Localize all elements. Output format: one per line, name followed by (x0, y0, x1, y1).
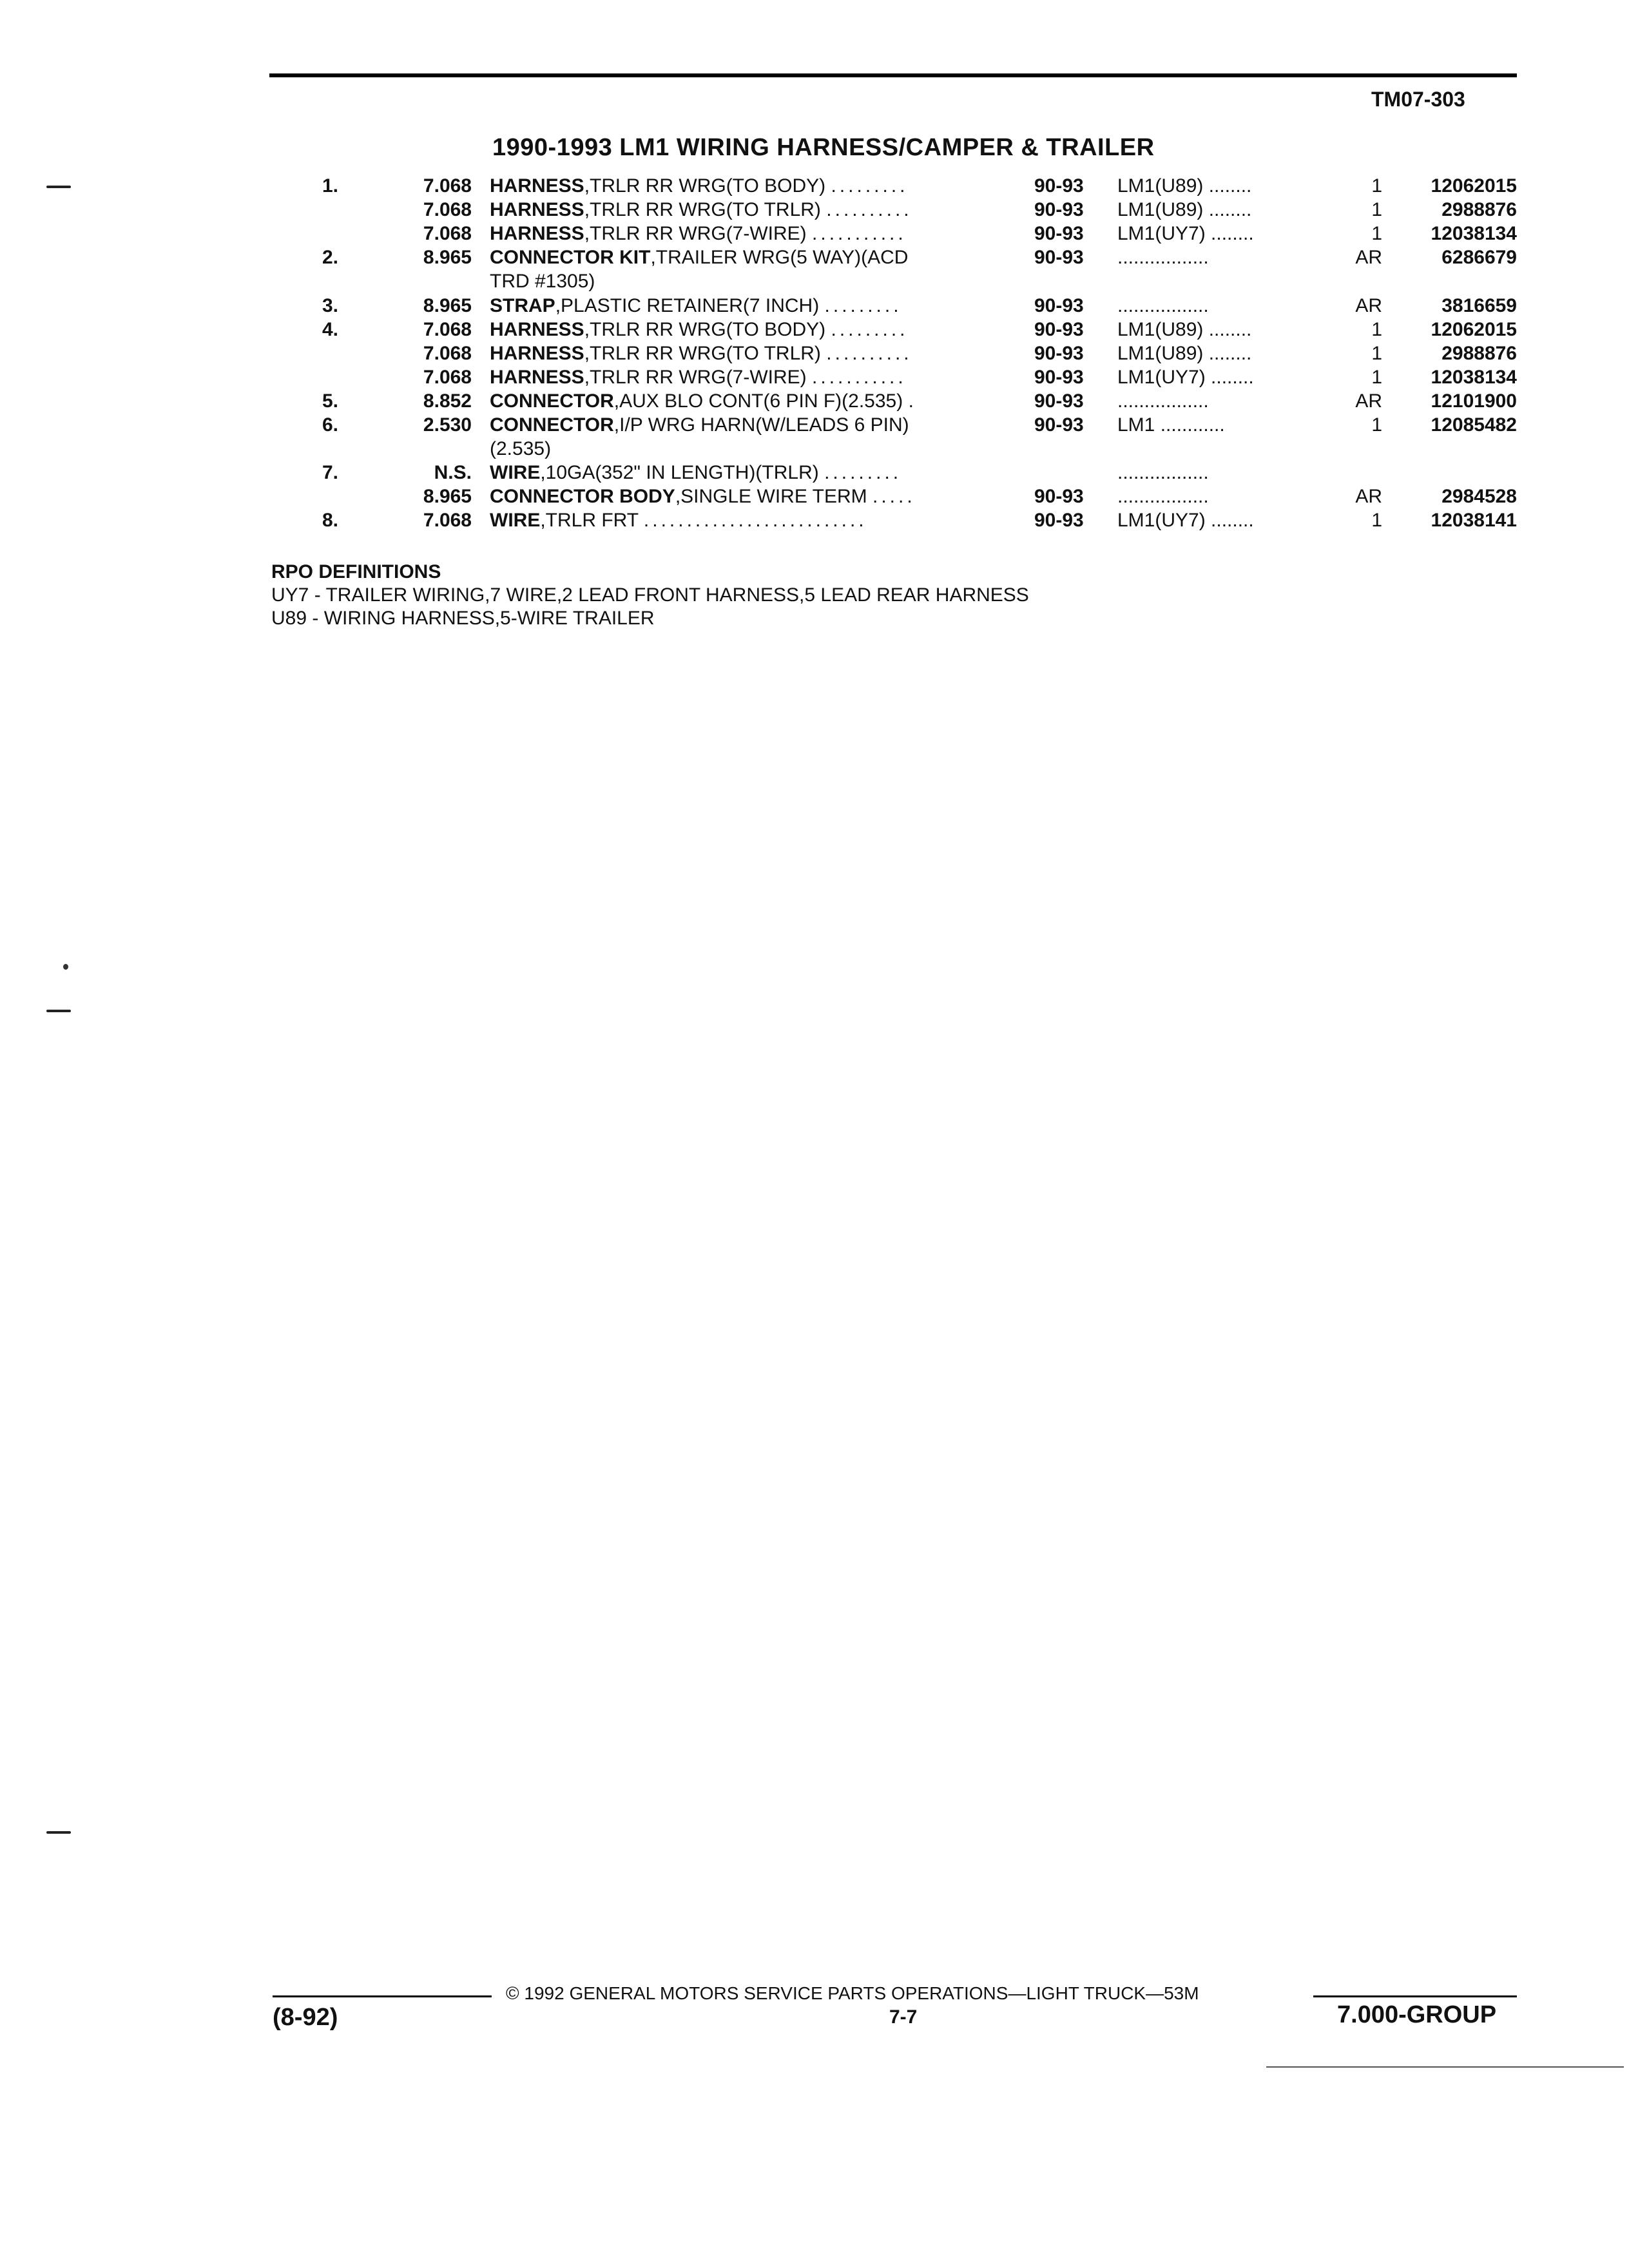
table-row (0, 437, 1629, 461)
rpo-definitions (271, 561, 1029, 630)
bottom-edge-rule (1266, 2066, 1624, 2068)
footer-date-code: (8-92) (273, 2004, 338, 2031)
item-index: 5. (322, 390, 339, 412)
table-row (0, 389, 1629, 413)
figure-number: 7.068 (423, 510, 472, 532)
part-number: 12038134 (1431, 223, 1517, 245)
leader-dots: ........... (812, 223, 907, 245)
model-years: 90-93 (1034, 318, 1084, 340)
model-code: LM1(U89) ........ (1117, 175, 1252, 197)
part-detail: TRD #1305) (490, 271, 595, 293)
quantity: 1 (1371, 342, 1382, 364)
model-code: ................. (1117, 486, 1209, 508)
part-name: WIRE (490, 462, 541, 484)
part-number: 12085482 (1431, 414, 1517, 436)
part-name: HARNESS (490, 175, 584, 197)
part-description (490, 294, 902, 318)
leader-dots: ......... (824, 294, 902, 316)
part-name: HARNESS (490, 223, 584, 245)
model-code: LM1(U89) ........ (1117, 199, 1252, 221)
part-name: CONNECTOR (490, 390, 614, 412)
footer-rule-left (273, 1995, 492, 1997)
footer-rule-right (1313, 1995, 1517, 1997)
quantity: 1 (1371, 199, 1382, 221)
figure-number: 8.852 (423, 390, 472, 412)
part-detail: ,TRLR RR WRG(TO BODY) (584, 175, 826, 197)
model-years: 90-93 (1034, 366, 1084, 388)
table-row (0, 365, 1629, 389)
part-name: HARNESS (490, 366, 584, 388)
part-detail: (2.535) (490, 438, 552, 460)
part-name: WIRE (490, 510, 541, 532)
part-description (490, 437, 551, 461)
part-number: 12038141 (1431, 510, 1517, 532)
model-years: 90-93 (1034, 510, 1084, 532)
leader-dots: ........... (812, 366, 907, 388)
part-number: 2988876 (1441, 199, 1517, 221)
figure-number: 2.530 (423, 414, 472, 436)
quantity: 1 (1371, 175, 1382, 197)
item-index: 2. (322, 247, 339, 269)
part-description (490, 318, 909, 341)
rpo-heading: RPO DEFINITIONS (271, 561, 441, 582)
table-row (0, 485, 1629, 508)
model-years: 90-93 (1034, 390, 1084, 412)
part-detail: ,TRLR RR WRG(TO TRLR) (584, 342, 821, 364)
item-index: 1. (322, 175, 339, 197)
table-row (0, 318, 1629, 341)
model-code: ................. (1117, 390, 1209, 412)
table-row (0, 294, 1629, 318)
part-name: STRAP (490, 294, 555, 316)
footer-group: 7.000-GROUP (1337, 2001, 1497, 2028)
model-years: 90-93 (1034, 175, 1084, 197)
model-code: ................. (1117, 294, 1209, 316)
rpo-line: UY7 - TRAILER WIRING,7 WIRE,2 LEAD FRONT HARNESS,5 LEAD REAR HARNESS (271, 584, 1029, 606)
leader-dots: .......................... (643, 510, 867, 532)
figure-number: 8.965 (423, 247, 472, 269)
part-detail: ,TRLR RR WRG(TO TRLR) (584, 199, 821, 221)
quantity: 1 (1371, 366, 1382, 388)
table-row (0, 341, 1629, 365)
model-years: 90-93 (1034, 247, 1084, 269)
part-description (490, 389, 917, 413)
figure-number: 7.068 (423, 223, 472, 245)
part-name: CONNECTOR (490, 414, 614, 436)
part-detail: ,SINGLE WIRE TERM (675, 486, 867, 508)
page-title: 1990-1993 LM1 WIRING HARNESS/CAMPER & TRAILER (492, 134, 1155, 161)
part-detail: ,I/P WRG HARN(W/LEADS 6 PIN) (613, 414, 909, 436)
table-row (0, 198, 1629, 222)
part-description (490, 269, 595, 293)
binder-mark (46, 186, 71, 188)
leader-dots: ......... (831, 318, 909, 340)
model-years: 90-93 (1034, 223, 1084, 245)
leader-dots: ..... (872, 486, 916, 508)
table-row (0, 174, 1629, 198)
quantity: AR (1355, 294, 1382, 316)
part-description (490, 245, 908, 269)
document-code: TM07-303 (1371, 88, 1465, 111)
part-description (490, 461, 901, 485)
part-detail: ,AUX BLO CONT(6 PIN F)(2.535) (613, 390, 903, 412)
model-code: LM1(UY7) ........ (1117, 510, 1254, 532)
figure-number: N.S. (434, 462, 472, 484)
part-description (490, 485, 916, 508)
part-description (490, 222, 907, 245)
model-years: 90-93 (1034, 342, 1084, 364)
figure-number: 7.068 (423, 318, 472, 340)
quantity: AR (1355, 390, 1382, 412)
item-index: 4. (322, 318, 339, 340)
figure-number: 7.068 (423, 199, 472, 221)
leader-dots: ......... (831, 175, 909, 197)
model-years: 90-93 (1034, 414, 1084, 436)
part-name: CONNECTOR BODY (490, 486, 675, 508)
part-name: CONNECTOR KIT (490, 247, 651, 269)
model-years: 90-93 (1034, 199, 1084, 221)
part-name: HARNESS (490, 342, 584, 364)
part-description (490, 413, 909, 437)
part-description (490, 198, 912, 222)
footer-page-number: 7-7 (889, 2006, 918, 2028)
part-name: HARNESS (490, 199, 584, 221)
table-row (0, 269, 1629, 293)
model-code: LM1(U89) ........ (1117, 342, 1252, 364)
model-code: ................. (1117, 462, 1209, 484)
model-code: LM1(UY7) ........ (1117, 366, 1254, 388)
part-detail: ,TRLR FRT (540, 510, 639, 532)
quantity: AR (1355, 486, 1382, 508)
quantity: 1 (1371, 223, 1382, 245)
quantity: 1 (1371, 414, 1382, 436)
figure-number: 7.068 (423, 366, 472, 388)
model-code: LM1(UY7) ........ (1117, 223, 1254, 245)
binder-mark (46, 1831, 71, 1834)
rpo-line: U89 - WIRING HARNESS,5-WIRE TRAILER (271, 608, 655, 629)
table-row (0, 413, 1629, 437)
scan-speck (63, 964, 68, 970)
leader-dots: .......... (826, 342, 912, 364)
part-number: 2984528 (1441, 486, 1517, 508)
part-number: 12101900 (1431, 390, 1517, 412)
quantity: AR (1355, 247, 1382, 269)
part-description (490, 341, 912, 365)
item-index: 3. (322, 294, 339, 316)
part-number: 12038134 (1431, 366, 1517, 388)
quantity: 1 (1371, 318, 1382, 340)
footer-copyright: © 1992 GENERAL MOTORS SERVICE PARTS OPERATIONS—LIGHT TRUCK—53M (506, 1983, 1199, 2003)
part-description (490, 508, 867, 532)
part-detail: ,10GA(352" IN LENGTH)(TRLR) (540, 462, 819, 484)
table-row (0, 461, 1629, 485)
part-detail: ,TRLR RR WRG(7-WIRE) (584, 223, 807, 245)
model-years: 90-93 (1034, 294, 1084, 316)
part-description (490, 174, 909, 198)
item-index: 8. (322, 510, 339, 532)
model-years: 90-93 (1034, 486, 1084, 508)
table-row (0, 245, 1629, 269)
figure-number: 8.965 (423, 486, 472, 508)
part-detail: ,PLASTIC RETAINER(7 INCH) (555, 294, 820, 316)
part-detail: ,TRAILER WRG(5 WAY)(ACD (650, 247, 909, 269)
part-number: 3816659 (1441, 294, 1517, 316)
part-number: 12062015 (1431, 175, 1517, 197)
figure-number: 7.068 (423, 175, 472, 197)
model-code: ................. (1117, 247, 1209, 269)
top-rule (269, 73, 1517, 77)
figure-number: 8.965 (423, 294, 472, 316)
leader-dots: . (908, 390, 917, 412)
figure-number: 7.068 (423, 342, 472, 364)
part-number: 6286679 (1441, 247, 1517, 269)
model-code: LM1 ............ (1117, 414, 1225, 436)
item-index: 7. (322, 462, 339, 484)
part-name: HARNESS (490, 318, 584, 340)
item-index: 6. (322, 414, 339, 436)
part-detail: ,TRLR RR WRG(TO BODY) (584, 318, 826, 340)
part-number: 2988876 (1441, 342, 1517, 364)
table-row (0, 508, 1629, 532)
binder-mark (46, 1010, 71, 1012)
model-code: LM1(U89) ........ (1117, 318, 1252, 340)
part-number: 12062015 (1431, 318, 1517, 340)
part-detail: ,TRLR RR WRG(7-WIRE) (584, 366, 807, 388)
leader-dots: ......... (824, 462, 902, 484)
part-description (490, 365, 907, 389)
leader-dots: .......... (826, 199, 912, 221)
table-row (0, 222, 1629, 245)
quantity: 1 (1371, 510, 1382, 532)
